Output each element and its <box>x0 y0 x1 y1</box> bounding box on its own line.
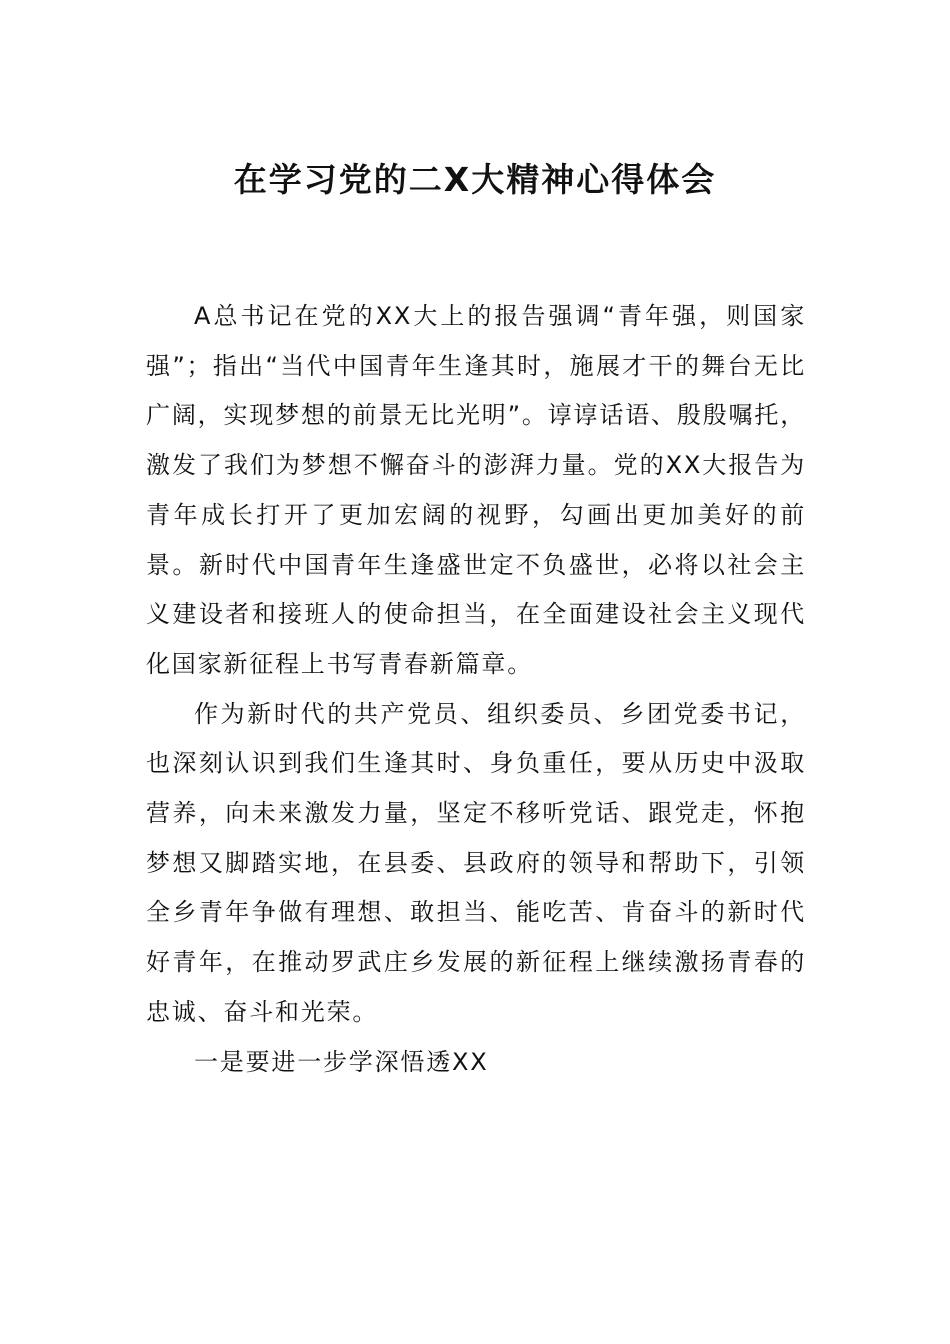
paragraph-2: 作为新时代的共产党员、组织委员、乡团党委书记，也深刻认识到我们生逢其时、身负重任，要从历史中汲取营养，向未来激发力量，坚定不移听党话、跟党走，怀抱梦想又脚踏实地，在县委、县政府的领导和帮助下，引领全乡青年争做有理想、敢担当、能吃苦、肯奋斗的新时代好青年，在推动罗武庄乡发展的新征程上继续激扬青春的忠诚、奋斗和光荣。 <box>146 699 806 1026</box>
paragraph-3: 一是要进一步学深悟透XX <box>194 1047 489 1076</box>
paragraph-1: A总书记在党的XX大上的报告强调“青年强，则国家强”；指出“当代中国青年生逢其时，施展才干的舞台无比广阔，实现梦想的前景无比光明”。谆谆话语、殷殷嘱托，激发了我们为梦想不懈奋斗的澎湃力量。党的XX大报告为青年成长打开了更加宏阔的视野，勾画出更加美好的前景。新时代中国青年生逢盛世定不负盛世，必将以社会主义建设者和接班人的使命担当，在全面建设社会主义现代化国家新征程上书写青春新篇章。 <box>146 302 806 678</box>
document-title: 在学习党的二X大精神心得体会 <box>233 160 717 199</box>
document-body <box>146 292 806 1087</box>
